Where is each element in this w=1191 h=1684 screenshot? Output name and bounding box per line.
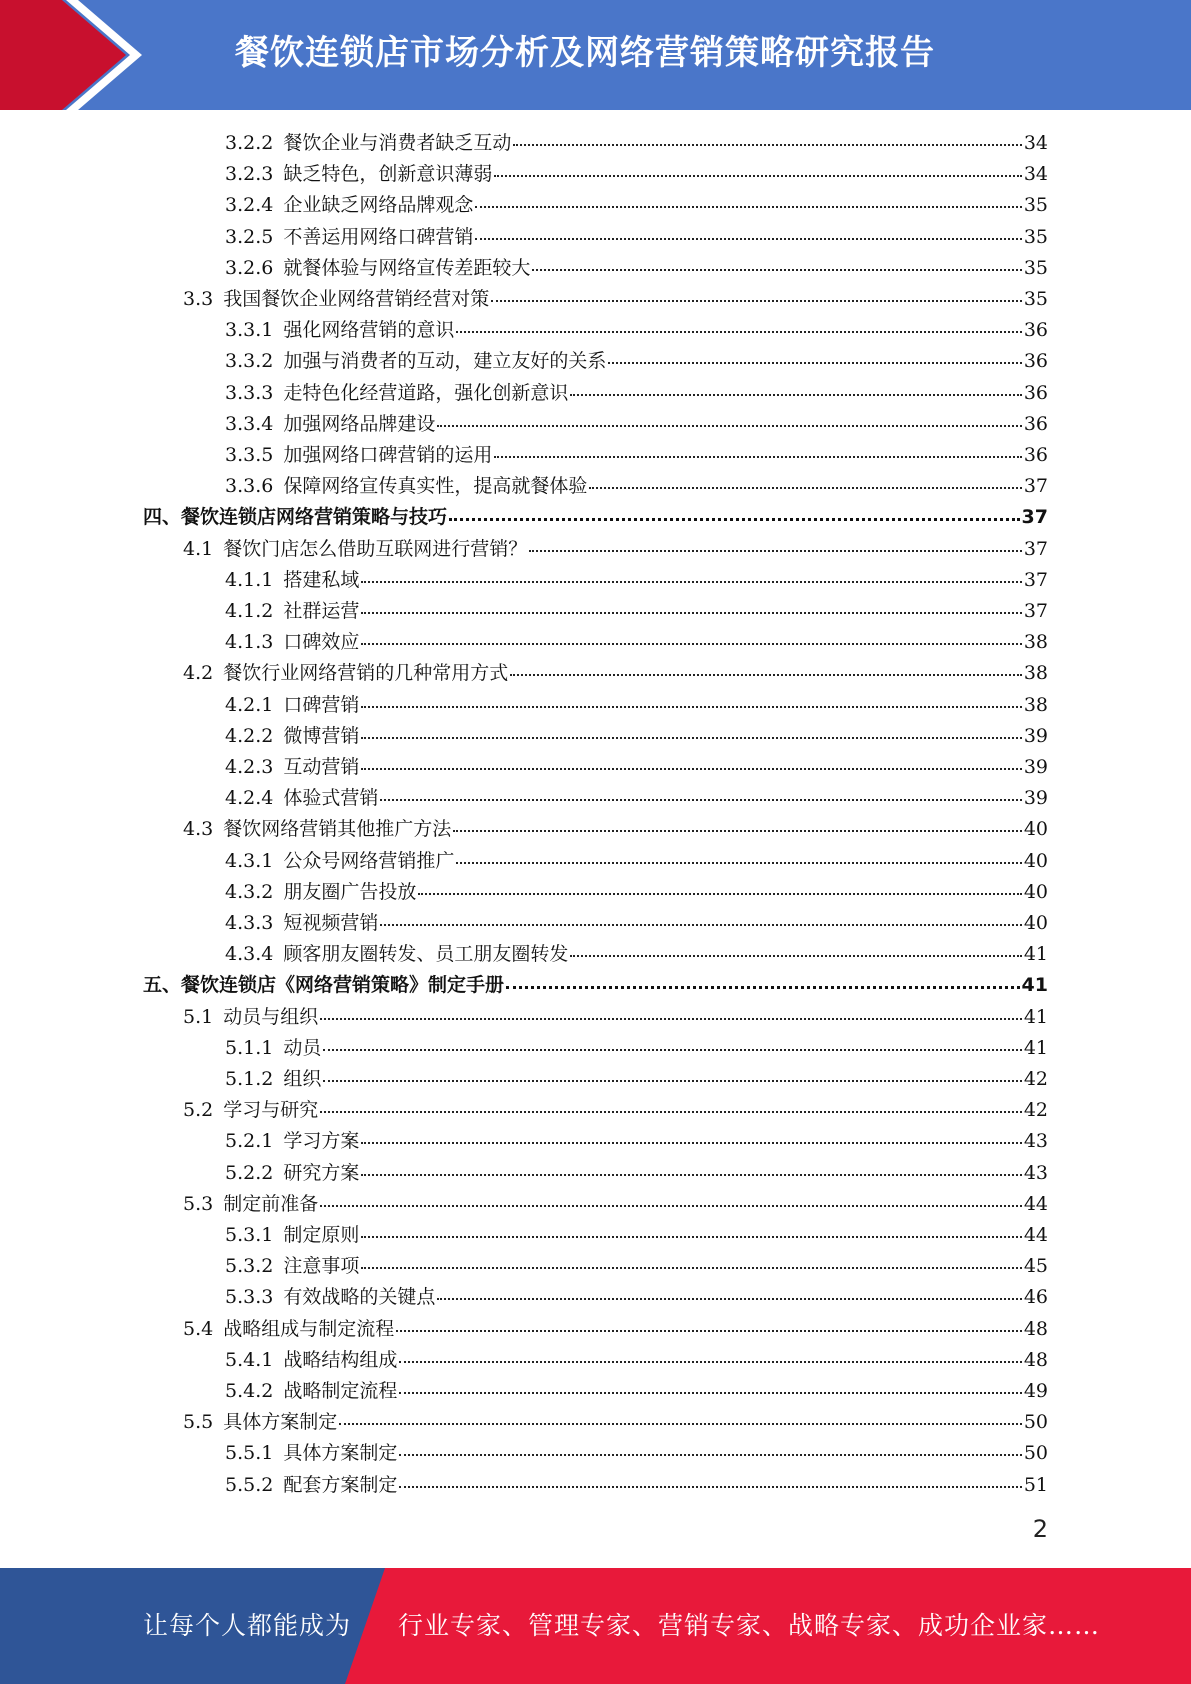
toc-entry-number: 4.1: [183, 537, 214, 560]
toc-entry-page: 37: [1023, 568, 1048, 591]
toc-entry-title: 动员: [283, 1036, 322, 1059]
toc-dot-leader: [361, 736, 1021, 739]
toc-dot-leader: [456, 330, 1021, 333]
toc-entry-title: 体验式营销: [283, 787, 379, 810]
toc-entry-number: 4.2.4: [225, 787, 274, 810]
toc-dot-leader: [380, 923, 1021, 926]
page-number: 2: [1032, 1515, 1048, 1543]
toc-dot-leader: [456, 861, 1021, 864]
toc-entry-title: 企业缺乏网络品牌观念: [283, 194, 474, 217]
toc-entry[interactable]: [225, 253, 1048, 284]
toc-entry[interactable]: [225, 378, 1048, 409]
toc-entry-title: 战略组成与制定流程: [223, 1317, 395, 1340]
footer-banner: [0, 1568, 1191, 1684]
toc-dot-leader: [361, 1266, 1021, 1269]
toc-dot-leader: [320, 1204, 1022, 1207]
toc-entry-title: 口碑营销: [283, 693, 360, 716]
toc-entry-page: 35: [1023, 288, 1048, 310]
toc-entry-number: 5.5.1: [225, 1442, 274, 1465]
footer-slogan-right: 行业专家、管理专家、营销专家、战略专家、成功企业家……: [398, 1611, 1101, 1640]
toc-entry-page: 44: [1023, 1192, 1048, 1215]
toc-entry-number: 3.3.6: [225, 475, 274, 498]
toc-entry[interactable]: [143, 970, 1048, 1001]
toc-entry-title: 学习方案: [283, 1130, 360, 1153]
toc-entry-number: 3.2.5: [225, 225, 274, 248]
toc-entry-page: 50: [1023, 1411, 1048, 1434]
toc-entry[interactable]: [225, 222, 1048, 253]
toc-entry-page: 44: [1023, 1224, 1048, 1246]
toc-entry[interactable]: [225, 846, 1048, 877]
toc-entry-title: 餐饮网络营销其他推广方法: [223, 818, 452, 841]
toc-entry-title: 不善运用网络口碑营销: [283, 225, 474, 248]
toc-entry-number: 4.3.3: [225, 912, 274, 934]
toc-entry-page: 43: [1023, 1130, 1048, 1153]
toc-dot-leader: [361, 642, 1021, 645]
toc-entry-page: 41: [1021, 974, 1048, 997]
toc-dot-leader: [449, 517, 1020, 521]
toc-entry-title: 学习与研究: [223, 1099, 319, 1122]
toc-entry-page: 48: [1023, 1317, 1048, 1340]
toc-entry-number: 5.1.2: [225, 1068, 274, 1090]
toc-entry-title: 战略制定流程: [283, 1380, 398, 1402]
toc-entry-page: 46: [1023, 1286, 1048, 1309]
toc-entry-number: 5.4: [183, 1317, 214, 1340]
toc-entry-title: 配套方案制定: [283, 1473, 398, 1496]
toc-entry-title: 加强与消费者的互动，建立友好的关系: [283, 350, 607, 373]
toc-dot-leader: [323, 1079, 1021, 1082]
toc-entry[interactable]: [183, 1095, 1048, 1126]
toc-entry-number: 4.3.2: [225, 880, 274, 903]
toc-entry-number: 5.3: [183, 1192, 214, 1215]
toc-entry-number: 3.3.1: [225, 319, 274, 342]
toc-dot-leader: [475, 205, 1021, 208]
toc-dot-leader: [399, 1391, 1021, 1394]
toc-entry[interactable]: [143, 502, 1048, 533]
toc-entry-title: 制定前准备: [223, 1192, 319, 1215]
toc-entry-page: 36: [1023, 444, 1048, 466]
toc-entry-title: 强化网络营销的意识: [283, 319, 455, 342]
toc-entry-page: 42: [1023, 1099, 1048, 1122]
toc-entry-page: 35: [1023, 256, 1048, 279]
toc-entry-page: 43: [1023, 1161, 1048, 1184]
toc-dot-leader: [570, 954, 1021, 957]
toc-entry-title: 四、餐饮连锁店网络营销策略与技巧: [143, 506, 448, 529]
toc-entry-title: 微博营销: [283, 724, 360, 747]
toc-entry-number: 4.2.2: [225, 724, 274, 747]
toc-entry-page: 37: [1023, 475, 1048, 498]
toc-dot-leader: [361, 611, 1021, 614]
toc-entry-title: 战略结构组成: [283, 1348, 398, 1371]
toc-entry-number: 3.2.2: [225, 132, 274, 154]
toc-entry[interactable]: [183, 658, 1048, 689]
toc-entry[interactable]: [183, 1314, 1048, 1345]
toc-entry-title: 五、餐饮连锁店《网络营销策略》制定手册: [143, 974, 505, 997]
toc-entry[interactable]: [225, 190, 1048, 221]
toc-entry-number: 3.3.2: [225, 350, 274, 373]
toc-entry-page: 38: [1023, 662, 1048, 685]
toc-entry-title: 保障网络宣传真实性，提高就餐体验: [283, 475, 588, 498]
toc-dot-leader: [320, 1017, 1022, 1020]
toc-entry-number: 4.1.3: [225, 631, 274, 654]
toc-dot-leader: [608, 361, 1021, 364]
toc-entry-title: 制定原则: [283, 1224, 360, 1246]
toc-entry-number: 5.5.2: [225, 1473, 274, 1496]
toc-dot-leader: [361, 580, 1021, 583]
toc-entry[interactable]: [225, 1033, 1048, 1064]
toc-entry-title: 研究方案: [283, 1161, 360, 1184]
toc-entry-number: 4.3.1: [225, 849, 274, 872]
toc-entry-number: 5.3.2: [225, 1255, 274, 1278]
toc-dot-leader: [532, 268, 1021, 271]
toc-entry-number: 4.2: [183, 662, 214, 685]
toc-entry[interactable]: [225, 440, 1048, 471]
toc-entry-title: 具体方案制定: [283, 1442, 398, 1465]
toc-entry-title: 社群运营: [283, 600, 360, 622]
toc-dot-leader: [361, 1235, 1021, 1238]
toc-entry[interactable]: [225, 565, 1048, 596]
toc-dot-leader: [399, 1360, 1021, 1363]
toc-dot-leader: [380, 798, 1021, 801]
toc-entry-page: 36: [1023, 319, 1048, 342]
toc-entry[interactable]: [225, 908, 1048, 939]
toc-entry-number: 5.4.2: [225, 1380, 274, 1402]
toc-dot-leader: [361, 767, 1021, 770]
toc-entry-page: 48: [1023, 1348, 1048, 1371]
toc-entry[interactable]: [225, 1220, 1048, 1251]
toc-entry[interactable]: [183, 284, 1048, 315]
toc-entry-page: 42: [1023, 1068, 1048, 1090]
toc-entry-page: 37: [1023, 600, 1048, 622]
toc-entry-title: 公众号网络营销推广: [283, 849, 455, 872]
toc-entry-title: 注意事项: [283, 1255, 360, 1278]
toc-entry-page: 37: [1023, 537, 1048, 560]
toc-entry-number: 4.3.4: [225, 943, 274, 966]
toc-entry-title: 有效战略的关键点: [283, 1286, 436, 1309]
toc-entry-number: 3.2.3: [225, 163, 274, 186]
toc-dot-leader: [339, 1422, 1022, 1425]
toc-entry-number: 3.3.4: [225, 412, 274, 435]
toc-dot-leader: [510, 673, 1022, 676]
toc-dot-leader: [399, 1485, 1021, 1488]
toc-entry-number: 3.2.4: [225, 194, 274, 217]
toc-entry-page: 38: [1023, 693, 1048, 716]
toc-dot-leader: [437, 424, 1021, 427]
toc-dot-leader: [494, 455, 1021, 458]
toc-entry-number: 5.2.2: [225, 1161, 274, 1184]
toc-entry-title: 餐饮门店怎么借助互联网进行营销？: [223, 537, 528, 560]
toc-entry-page: 35: [1023, 194, 1048, 217]
toc-dot-leader: [361, 1173, 1021, 1176]
toc-entry[interactable]: [225, 1438, 1048, 1469]
toc-entry-page: 41: [1023, 1036, 1048, 1059]
toc-entry[interactable]: [183, 814, 1048, 845]
toc-entry-page: 40: [1023, 880, 1048, 903]
toc-entry[interactable]: [225, 939, 1048, 970]
toc-entry-title: 顾客朋友圈转发、员工朋友圈转发: [283, 943, 569, 966]
toc-entry-title: 朋友圈广告投放: [283, 880, 417, 903]
toc-entry-page: 38: [1023, 631, 1048, 654]
toc-entry-number: 4.1.2: [225, 600, 274, 622]
toc-dot-leader: [320, 1110, 1022, 1113]
toc-entry[interactable]: [225, 752, 1048, 783]
toc-entry-page: 35: [1023, 225, 1048, 248]
toc-entry-page: 40: [1023, 849, 1048, 872]
toc-entry[interactable]: [225, 1158, 1048, 1189]
toc-entry-number: 3.2.6: [225, 256, 274, 279]
toc-dot-leader: [437, 1297, 1021, 1300]
toc-entry-page: 36: [1023, 381, 1048, 404]
toc-entry-title: 口碑效应: [283, 631, 360, 654]
toc-entry-page: 50: [1023, 1442, 1048, 1465]
toc-entry-title: 互动营销: [283, 756, 360, 778]
toc-entry-title: 加强网络品牌建设: [283, 412, 436, 435]
toc-entry[interactable]: [225, 627, 1048, 658]
toc-entry[interactable]: [183, 1407, 1048, 1438]
toc-entry-page: 40: [1023, 912, 1048, 934]
toc-entry[interactable]: [225, 471, 1048, 502]
toc-entry-number: 5.5: [183, 1411, 214, 1434]
toc-entry-page: 39: [1023, 787, 1048, 810]
toc-entry-number: 5.3.3: [225, 1286, 274, 1309]
toc-entry-page: 49: [1023, 1380, 1048, 1402]
toc-entry-number: 3.3.5: [225, 444, 274, 466]
toc-dot-leader: [453, 829, 1022, 832]
toc-entry-title: 缺乏特色，创新意识薄弱: [283, 163, 493, 186]
toc-dot-leader: [494, 174, 1021, 177]
toc-entry[interactable]: [225, 1376, 1048, 1407]
toc-entry-number: 5.2: [183, 1099, 214, 1122]
toc-entry[interactable]: [225, 721, 1048, 752]
toc-dot-leader: [361, 705, 1021, 708]
toc-dot-leader: [323, 1048, 1021, 1051]
toc-entry-page: 36: [1023, 350, 1048, 373]
toc-dot-leader: [475, 237, 1021, 240]
toc-entry[interactable]: [225, 596, 1048, 627]
toc-entry-title: 加强网络口碑营销的运用: [283, 444, 493, 466]
toc-entry-title: 短视频营销: [283, 912, 379, 934]
toc-entry[interactable]: [183, 1189, 1048, 1220]
toc-entry-title: 餐饮行业网络营销的几种常用方式: [223, 662, 509, 685]
toc-entry[interactable]: [225, 690, 1048, 721]
toc-entry-title: 搭建私域: [283, 568, 360, 591]
toc-entry-page: 41: [1023, 1005, 1048, 1028]
toc-entry[interactable]: [225, 159, 1048, 190]
toc-entry[interactable]: [225, 409, 1048, 440]
toc-entry-number: 4.3: [183, 818, 214, 841]
toc-entry-page: 41: [1023, 943, 1048, 966]
toc-entry-page: 45: [1023, 1255, 1048, 1278]
toc-dot-leader: [589, 486, 1021, 489]
toc-entry-page: 34: [1023, 132, 1048, 154]
toc-entry[interactable]: [225, 1126, 1048, 1157]
toc-dot-leader: [513, 143, 1021, 146]
toc-entry-page: 40: [1023, 818, 1048, 841]
toc-entry[interactable]: [225, 1064, 1048, 1095]
toc-entry-title: 走特色化经营道路，强化创新意识: [283, 381, 569, 404]
toc-entry[interactable]: [225, 1282, 1048, 1313]
toc-entry[interactable]: [225, 783, 1048, 814]
toc-entry-page: 39: [1023, 724, 1048, 747]
toc-dot-leader: [399, 1453, 1021, 1456]
toc-entry-page: 51: [1023, 1473, 1048, 1496]
toc-dot-leader: [396, 1329, 1022, 1332]
toc-entry[interactable]: [225, 315, 1048, 346]
toc-entry-title: 我国餐饮企业网络营销经营对策: [223, 288, 490, 310]
toc-entry[interactable]: [225, 1470, 1048, 1501]
toc-dot-leader: [361, 1141, 1021, 1144]
toc-dot-leader: [506, 985, 1020, 989]
toc-entry-title: 组织: [283, 1068, 322, 1090]
toc-dot-leader: [491, 299, 1022, 302]
header-arrow-decoration: [0, 0, 150, 110]
toc-entry-number: 3.3: [183, 288, 214, 310]
toc-entry-number: 3.3.3: [225, 381, 274, 404]
toc-entry[interactable]: [183, 534, 1048, 565]
toc-entry-page: 37: [1021, 506, 1048, 529]
toc-entry[interactable]: [225, 1251, 1048, 1282]
toc-entry-title: 动员与组织: [223, 1005, 319, 1028]
toc-entry-number: 5.4.1: [225, 1348, 274, 1371]
toc-dot-leader: [570, 393, 1021, 396]
toc-entry[interactable]: [225, 346, 1048, 377]
toc-entry-number: 5.3.1: [225, 1224, 274, 1246]
toc-dot-leader: [418, 892, 1021, 895]
header-banner: [0, 0, 1191, 110]
toc-entry-title: 餐饮企业与消费者缺乏互动: [283, 132, 512, 154]
toc-entry-page: 39: [1023, 756, 1048, 778]
page-header-title: 餐饮连锁店市场分析及网络营销策略研究报告: [235, 33, 935, 73]
toc-entry-page: 34: [1023, 163, 1048, 186]
toc-entry-number: 5.1.1: [225, 1036, 274, 1059]
toc-entry-number: 5.1: [183, 1005, 214, 1028]
toc-entry-title: 具体方案制定: [223, 1411, 338, 1434]
toc-entry-number: 4.2.3: [225, 756, 274, 778]
toc-entry-number: 5.2.1: [225, 1130, 274, 1153]
toc-entry-number: 4.2.1: [225, 693, 274, 716]
toc-entry-title: 就餐体验与网络宣传差距较大: [283, 256, 531, 279]
footer-slogan-left: 让每个人都能成为: [143, 1611, 352, 1640]
toc-dot-leader: [529, 549, 1022, 552]
toc-entry-number: 4.1.1: [225, 568, 274, 591]
toc-entry[interactable]: [183, 1002, 1048, 1033]
toc-entry[interactable]: [225, 877, 1048, 908]
toc-entry[interactable]: [225, 1345, 1048, 1376]
toc-entry[interactable]: [225, 128, 1048, 159]
toc-entry-page: 36: [1023, 412, 1048, 435]
